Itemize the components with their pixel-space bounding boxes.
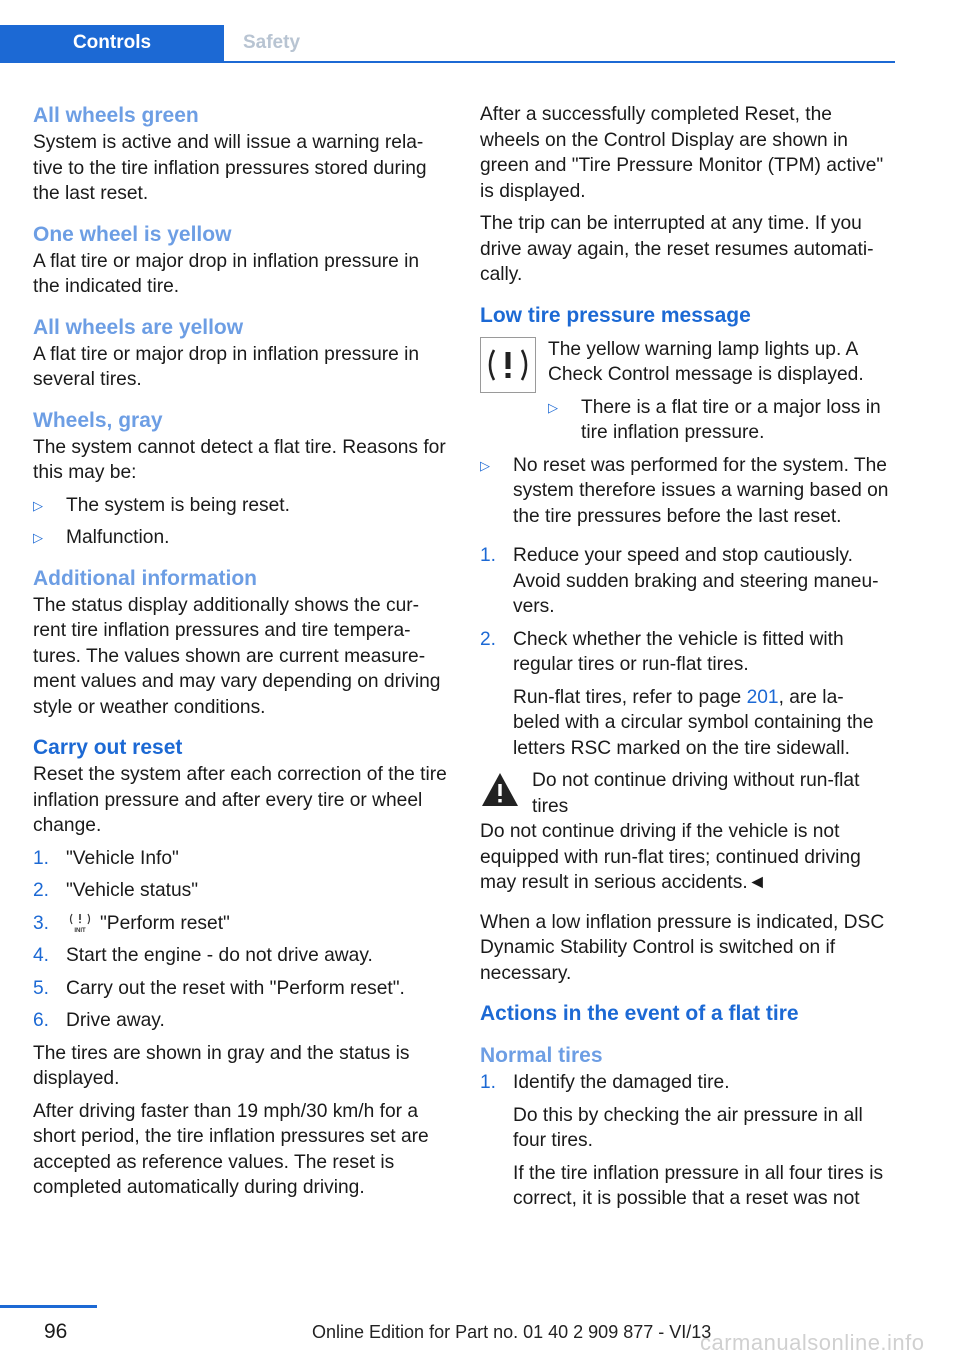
stop-steps-list — [480, 543, 895, 761]
list-item: 4. Start the engine - do not drive away. — [33, 945, 373, 966]
paragraph-all-wheels-yellow: A flat tire or major drop in inflation pressure in several tires. — [33, 343, 420, 390]
paragraph-additional-information: The status display additionally shows the cur- rent tire inflation pressures and tire tempera- tures. The values shown are current measure- ment values and may vary depending on driving style or weather conditions. — [33, 594, 441, 718]
warning-body: Do not continue driving if the vehicle is not equipped with run-flat tires; continued driving may result in serious accidents.◄ — [480, 821, 861, 893]
list-item: ▷ Malfunction. — [33, 525, 449, 551]
list-item: 1. Identify the damaged tire. Do this by checking the air pressure in all four tires. If the tire inflation pressure in all four tires is correct, it is possible that a reset was not — [480, 1072, 884, 1209]
list-item: 2. "Vehicle status" — [33, 880, 199, 901]
page-link-201[interactable]: 201 — [746, 686, 779, 708]
section-tabs — [0, 25, 895, 63]
list-item: ▷ There is a flat tire or a major loss in tire inflation pressure. — [548, 395, 895, 446]
paragraph-gray-status: The tires are shown in gray and the status is displayed. — [33, 1042, 410, 1089]
heading-carry-out-reset: Carry out reset — [33, 736, 183, 759]
footer-rule — [0, 1305, 97, 1308]
gray-reasons-list — [33, 493, 449, 551]
warning-triangle-icon — [480, 770, 520, 810]
watermark: carmanualsonline.info — [700, 1330, 925, 1355]
paragraph-trip-interrupt: The trip can be interrupted at any time. If you drive away again, the reset resumes automati- cally. — [480, 213, 874, 285]
paragraph-all-wheels-green: System is active and will issue a warning rela- tive to the tire inflation pressures stored during the last reset. — [33, 132, 427, 204]
reset-steps-list — [33, 846, 449, 1034]
heading-low-tire-pressure: Low tire pressure message — [480, 303, 751, 327]
list-item: 1. "Vehicle Info" — [33, 847, 179, 869]
right-column — [480, 102, 895, 1219]
paragraph-carry-out-reset: Reset the system after each correction of the tire inflation pressure and after every tire or wheel change. — [33, 764, 447, 836]
heading-normal-tires: Normal tires — [480, 1044, 603, 1067]
list-item: ▷ No reset was performed for the system. The system therefore issues a warning based on the tire pressures before the last reset. — [480, 453, 895, 530]
heading-all-wheels-yellow: All wheels are yellow — [33, 315, 244, 339]
list-item: 6. Drive away. — [33, 1010, 165, 1031]
heading-flat-tire-actions: Actions in the event of a flat tire — [480, 1002, 799, 1025]
list-item: 2. Check whether the vehicle is fitted with regular tires or run-flat tires. Run-flat tires, refer to page 201, are la- beled with a circular symbol containing the letters RSC marked on the tire sidewall. — [480, 628, 874, 759]
heading-all-wheels-green: All wheels green — [33, 104, 199, 127]
paragraph-one-wheel-yellow: A flat tire or major drop in inflation pressure in the indicated tire. — [33, 250, 420, 297]
list-item: ▷ The system is being reset. — [33, 493, 449, 519]
list-item: 5. Carry out the reset with "Perform reset". — [33, 977, 405, 999]
left-column — [33, 102, 449, 1201]
list-item: 3. INIT "Perform reset" — [33, 912, 230, 934]
paragraph-warning-lamp: The yellow warning lamp lights up. A Check Control message is displayed. — [548, 338, 864, 385]
list-item: 1. Reduce your speed and stop cautiously. Avoid sudden braking and steering maneu- vers. — [480, 545, 879, 617]
paragraph-wheels-gray: The system cannot detect a flat tire. Reasons for this may be: — [33, 436, 446, 483]
low-pressure-block — [480, 337, 895, 453]
edition-text: Online Edition for Part no. 01 40 2 909 877 - VI/13 — [312, 1322, 712, 1342]
triangle-right-icon: ▷ — [480, 457, 490, 473]
paragraph-dsc: When a low inflation pressure is indicated, DSC Dynamic Stability Control is switched on if necessary. — [480, 911, 885, 984]
heading-additional-information: Additional information — [33, 566, 257, 590]
page-number: 96 — [44, 1320, 68, 1343]
tab-safety[interactable]: Safety — [242, 32, 301, 53]
tpm-init-icon — [66, 911, 94, 933]
triangle-right-icon: ▷ — [33, 497, 43, 513]
heading-wheels-gray: Wheels, gray — [33, 408, 163, 432]
warning-title: Do not continue driving without run-flat tires — [532, 770, 860, 817]
tire-pressure-warning-icon — [480, 337, 536, 393]
runflat-warning-block — [480, 768, 895, 819]
paragraph-after-driving: After driving faster than 19 mph/30 km/h for a short period, the tire inflation pressures set are accepted as reference values. The reset is completed automatically during driving. — [33, 1100, 429, 1198]
svg-text:INIT: INIT — [74, 927, 86, 933]
heading-one-wheel-yellow: One wheel is yellow — [33, 222, 232, 246]
tab-controls[interactable]: Controls — [0, 25, 224, 61]
paragraph-reset-success: After a successfully completed Reset, the wheels on the Control Display are shown in green and "Tire Pressure Monitor (TPM) active" is displayed. — [480, 104, 884, 202]
triangle-right-icon: ▷ — [33, 530, 43, 545]
triangle-right-icon: ▷ — [548, 399, 558, 415]
